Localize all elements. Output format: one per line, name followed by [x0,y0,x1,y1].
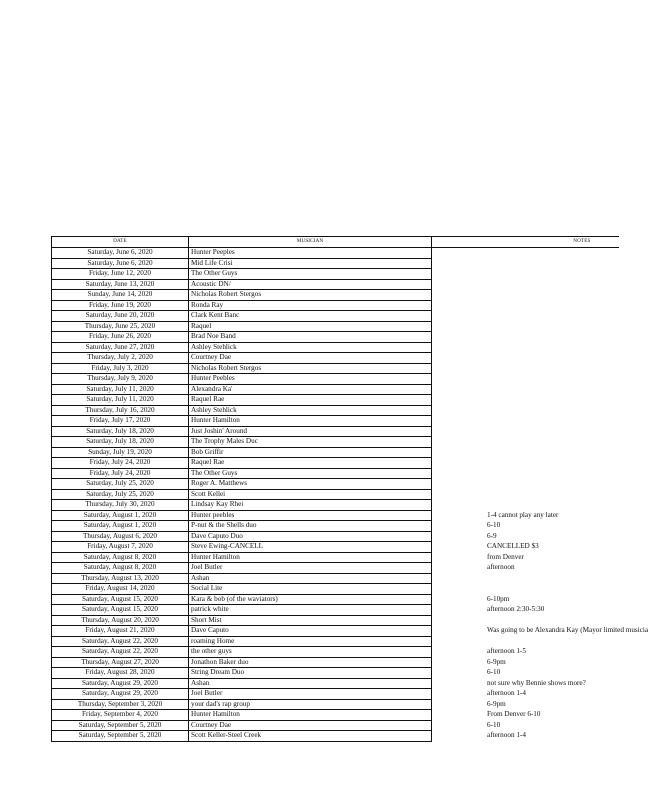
row-musician: Ashan [189,678,432,689]
row-date: Saturday, August 8, 2020 [52,563,189,574]
table-row [52,416,619,427]
header-notes: NOTES [432,237,619,248]
header-date: DATE [52,237,189,248]
row-musician: The Other Guys [189,269,432,280]
row-date: Thursday, August 27, 2020 [52,657,189,668]
row-musician: Acoustic DN/ [189,279,432,290]
table-row [52,584,619,595]
table-row [52,342,619,353]
table-row [52,615,619,626]
row-musician: patrick white [189,605,432,616]
row-musician: P-nut & the Shells duo [189,521,432,532]
row-date: Friday, June 12, 2020 [52,269,189,280]
table-row [52,311,619,322]
row-notes: 6-9 [487,531,497,540]
row-date: Thursday, July 16, 2020 [52,405,189,416]
row-musician: Nicholas Robert Stergos [189,290,432,301]
row-date: Thursday, August 20, 2020 [52,615,189,626]
table-row [52,720,619,731]
table-row [52,699,619,710]
row-notes [432,447,619,458]
table-row [52,657,619,668]
row-musician: Ronda Ray [189,300,432,311]
row-notes [432,374,619,385]
row-notes [432,500,619,511]
row-musician: Ashley Stehlick [189,342,432,353]
row-musician: Clark Kent Banc [189,311,432,322]
row-date: Saturday, July 25, 2020 [52,489,189,500]
row-musician: The Other Guys [189,468,432,479]
row-musician: the other guys [189,647,432,658]
table-row [52,321,619,332]
row-notes [432,290,619,301]
row-musician: Just Joshin' Around [189,426,432,437]
row-date: Saturday, July 11, 2020 [52,395,189,406]
table-row [52,552,619,563]
table-row [52,405,619,416]
row-date: Saturday, June 20, 2020 [52,311,189,322]
row-date: Saturday, July 18, 2020 [52,426,189,437]
row-date: Thursday, June 25, 2020 [52,321,189,332]
row-notes: afternoon 1-5 [487,647,526,656]
row-notes [432,416,619,427]
table-row [52,332,619,343]
header-musician: MUSICIAN [189,237,432,248]
row-musician: Kara & bob (of the waviators) [189,594,432,605]
table-row [52,531,619,542]
row-musician: Lindsay Kay Rhei [189,500,432,511]
row-musician: The Trophy Males Duc [189,437,432,448]
table-row [52,479,619,490]
row-date: Thursday, August 13, 2020 [52,573,189,584]
row-date: Saturday, July 18, 2020 [52,437,189,448]
row-musician: roaming Home [189,636,432,647]
row-notes [432,363,619,374]
row-notes [432,437,619,448]
row-notes [432,300,619,311]
row-date: Saturday, June 6, 2020 [52,258,189,269]
row-notes: 6-9pm [487,657,506,666]
row-date: Friday, July 3, 2020 [52,363,189,374]
row-date: Saturday, July 25, 2020 [52,479,189,490]
schedule-table [51,236,648,742]
table-row [52,489,619,500]
row-date: Saturday, August 22, 2020 [52,647,189,658]
table-row [52,573,619,584]
row-notes [432,395,619,406]
row-date: Friday, August 21, 2020 [52,626,189,637]
row-musician: Raquel Rae [189,395,432,406]
row-notes [432,426,619,437]
row-musician: Alexandra Ka' [189,384,432,395]
table-row [52,542,619,553]
table-row [52,258,619,269]
table-row [52,500,619,511]
row-date: Thursday, August 6, 2020 [52,531,189,542]
row-date: Thursday, July 2, 2020 [52,353,189,364]
table-row [52,668,619,679]
row-musician: Hunter Hamilton [189,710,432,721]
row-date: Thursday, July 9, 2020 [52,374,189,385]
row-notes [432,384,619,395]
row-musician: Jonathon Baker duo [189,657,432,668]
row-notes: Was going to be Alexandra Kay (Mayor limited musicia [487,626,648,635]
row-notes [432,584,619,595]
row-notes: CANCELLED $3 [487,542,539,551]
row-date: Thursday, July 30, 2020 [52,500,189,511]
row-date: Saturday, September 5, 2020 [52,731,189,742]
row-notes [432,573,619,584]
table-row [52,563,619,574]
table-row [52,458,619,469]
row-notes [432,405,619,416]
row-musician: Mid Life Crisi [189,258,432,269]
row-date: Friday, August 28, 2020 [52,668,189,679]
row-notes: from Denver [487,552,524,561]
row-notes [432,248,619,259]
table-row [52,510,619,521]
table-row [52,647,619,658]
row-musician: Nicholas Robert Stergos [189,363,432,374]
row-notes [432,489,619,500]
row-musician: Brad Noe Band [189,332,432,343]
row-musician: your dad's rap group [189,699,432,710]
table-row [52,269,619,280]
row-musician: Dave Caputo Duo [189,531,432,542]
row-notes [432,342,619,353]
row-musician: String Dream Duo [189,668,432,679]
row-date: Saturday, August 8, 2020 [52,552,189,563]
row-musician: Ashley Stehlick [189,405,432,416]
row-notes: not sure why Bennie shows more? [487,678,586,687]
row-date: Saturday, August 22, 2020 [52,636,189,647]
table-row [52,731,619,742]
row-date: Saturday, August 1, 2020 [52,510,189,521]
table-row [52,290,619,301]
row-date: Saturday, July 11, 2020 [52,384,189,395]
row-musician: Dave Caputo [189,626,432,637]
row-notes [432,269,619,280]
row-notes [432,468,619,479]
row-notes [432,321,619,332]
table-row [52,426,619,437]
row-musician: Hunter Hamilton [189,416,432,427]
row-notes: 6-10pm [487,594,510,603]
row-date: Thursday, September 3, 2020 [52,699,189,710]
table-row [52,300,619,311]
row-notes [432,311,619,322]
table-row [52,437,619,448]
row-musician: Roger A. Matthews [189,479,432,490]
row-date: Friday, June 26, 2020 [52,332,189,343]
table-row [52,353,619,364]
row-date: Friday, August 14, 2020 [52,584,189,595]
row-date: Saturday, August 29, 2020 [52,689,189,700]
table-row [52,248,619,259]
row-date: Friday, July 24, 2020 [52,458,189,469]
table-row [52,374,619,385]
table-row [52,395,619,406]
row-musician: Joel Butler [189,563,432,574]
row-notes [432,615,619,626]
row-musician: Steve Ewing-CANCELL [189,542,432,553]
row-date: Friday, June 19, 2020 [52,300,189,311]
row-musician: Hunter Peeples [189,248,432,259]
row-date: Saturday, August 1, 2020 [52,521,189,532]
row-date: Friday, July 24, 2020 [52,468,189,479]
row-notes [432,353,619,364]
row-musician: Raquel [189,321,432,332]
row-musician: Ashan [189,573,432,584]
row-notes [432,458,619,469]
row-date: Saturday, September 5, 2020 [52,720,189,731]
row-musician: Joel Butler [189,689,432,700]
table-row [52,636,619,647]
row-date: Saturday, August 29, 2020 [52,678,189,689]
table-row [52,689,619,700]
row-musician: Scott Keller-Steel Creek [189,731,432,742]
row-date: Friday, August 7, 2020 [52,542,189,553]
row-musician: Scott Kellei [189,489,432,500]
table-row [52,384,619,395]
table-row [52,468,619,479]
row-notes: afternoon 2:30-5:30 [487,605,545,614]
row-notes: 6-10 [487,720,501,729]
table-row [52,710,619,721]
row-date: Friday, September 4, 2020 [52,710,189,721]
row-date: Saturday, June 6, 2020 [52,248,189,259]
table-row [52,594,619,605]
header-row [52,237,619,248]
row-notes: 6-10 [487,668,501,677]
row-date: Sunday, June 14, 2020 [52,290,189,301]
row-musician: Short Mist [189,615,432,626]
table-row [52,447,619,458]
row-notes: afternoon 1-4 [487,731,526,740]
row-musician: Courtney Dae [189,720,432,731]
row-notes: afternoon [487,563,515,572]
table-row [52,279,619,290]
row-musician: Social Lite [189,584,432,595]
table-row [52,626,619,637]
row-musician: Raquel Rae [189,458,432,469]
row-musician: Hunter peebles [189,510,432,521]
row-notes: 6-9pm [487,699,506,708]
table-row [52,521,619,532]
row-musician: Bob Griffir [189,447,432,458]
row-date: Sunday, July 19, 2020 [52,447,189,458]
row-notes: 6-10 [487,521,501,530]
row-musician: Hunter Peebles [189,374,432,385]
row-notes [432,636,619,647]
table-row [52,605,619,616]
table-row [52,678,619,689]
row-notes [432,258,619,269]
row-notes: afternoon 1-4 [487,689,526,698]
row-notes [432,279,619,290]
row-notes: From Denver 6-10 [487,710,541,719]
row-musician: Courtney Dae [189,353,432,364]
row-notes [432,479,619,490]
table-row [52,363,619,374]
row-date: Saturday, August 15, 2020 [52,594,189,605]
row-date: Friday, July 17, 2020 [52,416,189,427]
row-notes [432,332,619,343]
row-musician: Hunter Hamilton [189,552,432,563]
row-notes: 1-4 cannot play any later [487,510,559,519]
row-date: Saturday, August 15, 2020 [52,605,189,616]
row-date: Saturday, June 27, 2020 [52,342,189,353]
row-date: Saturday, June 13, 2020 [52,279,189,290]
